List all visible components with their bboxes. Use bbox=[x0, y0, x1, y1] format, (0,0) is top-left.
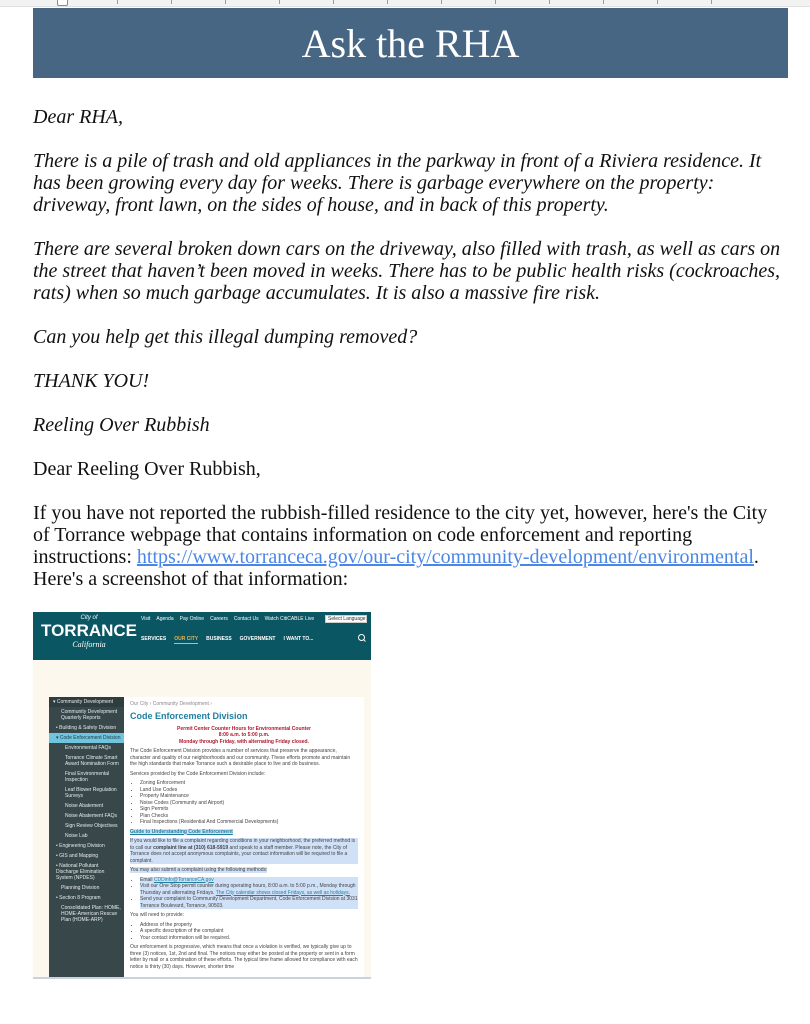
letter-greeting: Dear RHA, bbox=[33, 106, 123, 128]
sidebar-item: Noise Lab bbox=[65, 833, 88, 839]
main-nav bbox=[141, 636, 351, 644]
torrance-logo bbox=[41, 615, 137, 650]
reply-text: If you have not reported the rubbish-filled residence to the city yet, however, here's the City of Torrance webpage that contains information on code enforcement and reporting instructions: bbox=[33, 502, 768, 568]
site-content bbox=[124, 697, 364, 977]
letter-paragraph: There is a pile of trash and old appliances in the parkway in front of a Riviera residence. It has been growing every day for weeks. There is garbage everywhere on the property: driveway, front lawn, on the sides of house, and in back of this property. bbox=[33, 150, 762, 216]
ruler-tick bbox=[387, 0, 388, 4]
util-link: Watch CitiCABLE Live bbox=[264, 616, 315, 622]
services-list bbox=[130, 780, 358, 826]
document-ruler[interactable] bbox=[0, 0, 810, 7]
service-item: • Plan Checks bbox=[140, 813, 358, 820]
ruler-tick bbox=[657, 0, 658, 4]
service-item: • Final Inspections (Residential And Commercial Developments) bbox=[140, 819, 358, 826]
provide-item: • A specific description of the complaint bbox=[140, 928, 358, 935]
ruler-tick bbox=[117, 0, 118, 4]
sidebar-item-active: ▾ Code Enforcement Division bbox=[49, 733, 124, 743]
method-item: • Send your complaint to Community Development Department, Code Enforcement Division at 3031 Torrance Boulevard, Torrance, 90503. bbox=[140, 896, 358, 909]
utility-nav bbox=[141, 616, 321, 622]
hours-notice: 8:00 a.m. to 5:00 p.m. bbox=[218, 732, 270, 738]
ruler-tick bbox=[603, 0, 604, 4]
ruler-tick bbox=[549, 0, 550, 4]
ruler-tick bbox=[495, 0, 496, 4]
guide-link: Guide to Understanding Code Enforcement bbox=[130, 828, 233, 835]
method-item: • Email CDDinfo@TorranceCA.gov bbox=[140, 877, 358, 884]
email-link: CDDinfo@TorranceCA.gov bbox=[153, 876, 214, 883]
site-sidebar bbox=[49, 697, 124, 977]
nav-our-city: OUR CITY bbox=[174, 636, 199, 642]
service-item: • Noise Codes (Community and Airport) bbox=[140, 800, 358, 807]
methods-list bbox=[130, 877, 358, 910]
calendar-link: The City calendar shows closed Fridays, as well as holidays. bbox=[215, 889, 351, 896]
methods-intro: You may also submit a complaint using the following methods: bbox=[130, 867, 268, 873]
site-breadcrumb: Our City › Community Development › bbox=[130, 701, 212, 707]
sidebar-item: • National Pollutant Discharge Elimination System (NPDES) bbox=[56, 863, 105, 881]
letter-thanks: THANK YOU! bbox=[33, 370, 150, 392]
site-heading: Code Enforcement Division bbox=[130, 710, 248, 721]
service-item: • Land Use Codes bbox=[140, 787, 358, 794]
service-item: • Sign Permits bbox=[140, 806, 358, 813]
site-body bbox=[49, 697, 364, 977]
page-title: Ask the RHA bbox=[301, 20, 520, 66]
indent-marker[interactable] bbox=[57, 0, 68, 6]
document-body[interactable] bbox=[33, 106, 785, 590]
sidebar-item: • Section 8 Program bbox=[56, 895, 101, 901]
util-link: Pay Online bbox=[179, 616, 205, 622]
sidebar-item: Noise Abatement bbox=[65, 803, 104, 809]
letter-paragraph: There are several broken down cars on the driveway, also filled with trash, as well as cars on the street that haven’t been moved in weeks. There has to be public health risks (cockroaches, rats) when so much garbage accumulates. It is also a massive fire risk. bbox=[33, 238, 781, 304]
sidebar-item: • Building & Safety Division bbox=[56, 725, 117, 731]
util-link: Visit bbox=[141, 616, 151, 622]
ruler-tick bbox=[441, 0, 442, 4]
ruler-tick bbox=[333, 0, 334, 4]
ruler-tick bbox=[711, 0, 712, 4]
ruler-tick bbox=[225, 0, 226, 4]
sidebar-item: Noise Abatement FAQs bbox=[65, 813, 117, 819]
reply-paragraph bbox=[33, 502, 785, 590]
sidebar-item: Sign Review Objectives bbox=[65, 823, 118, 829]
logo-name: TORRANCE bbox=[41, 621, 138, 640]
nav-government: GOVERNMENT bbox=[239, 636, 276, 642]
nav-services: SERVICES bbox=[141, 636, 167, 642]
sidebar-item: Leaf Blower Regulation Surveys bbox=[65, 787, 117, 799]
method-item: • Visit our One Stop permit counter during operating hours, 8:00 a.m. to 5:00 p.m., Monday through Thursday and alternating Fridays. The City calendar shows closed Fridays, as well as holidays. bbox=[140, 883, 358, 896]
sidebar-item: • Engineering Division bbox=[56, 843, 105, 849]
intro-text: The Code Enforcement Division provides a number of services that preserve the appearance, character and quality of our neighborhoods and our community. These efforts promote and maintain the high standards that make Torrance such a desirable place to live and do business. bbox=[130, 748, 351, 767]
sidebar-item: ▾ Community Development bbox=[49, 697, 124, 707]
site-header bbox=[33, 612, 371, 660]
complaint-text: If you would like to file a complaint regarding conditions in your neighborhood, the preferred method is to call our complaint line at (310) 618-5919 and speak to a staff member. Please note, the City of Torrance does not accept anonymous complaints, your contact information will be required to file a complaint. bbox=[130, 838, 358, 864]
sidebar-item: Planning Division bbox=[61, 885, 100, 891]
torrance-link[interactable]: https://www.torranceca.gov/our-city/community-development/environmental bbox=[136, 546, 754, 568]
provide-list bbox=[130, 922, 358, 942]
sidebar-item: • GIS and Mapping bbox=[56, 853, 99, 859]
site-banner-space bbox=[33, 660, 371, 697]
service-item: • Zoning Enforcement bbox=[140, 780, 358, 787]
nav-business: BUSINESS bbox=[206, 636, 232, 642]
letter-question: Can you help get this illegal dumping removed? bbox=[33, 326, 418, 348]
util-link: Careers bbox=[210, 616, 228, 622]
title-banner bbox=[33, 8, 788, 78]
service-item: • Property Maintenance bbox=[140, 793, 358, 800]
complaint-phone: complaint line at (310) 618-5919 bbox=[153, 844, 229, 851]
hours-notice: Permit Center Counter Hours for Environmental Counter bbox=[177, 725, 311, 732]
sidebar-item: Torrance Climate Smart Award Nomination Form bbox=[65, 755, 119, 767]
ruler-tick bbox=[279, 0, 280, 4]
ruler-tick bbox=[171, 0, 172, 4]
torrance-website-screenshot bbox=[33, 612, 371, 979]
logo-city-of: City of bbox=[80, 615, 98, 621]
provide-item: • Address of the property bbox=[140, 922, 358, 929]
sidebar-item: Consolidated Plan: HOME, HOME-American Rescue Plan (HOME-ARP) bbox=[61, 905, 121, 923]
sidebar-item: Environmental FAQs bbox=[65, 745, 111, 751]
util-link: Contact Us bbox=[233, 616, 259, 622]
nav-i-want-to: I WANT TO... bbox=[283, 636, 314, 642]
language-select: Select Language bbox=[325, 615, 367, 623]
logo-state: California bbox=[72, 640, 106, 649]
hours-notice: Monday through Friday, with alternating Friday closed. bbox=[179, 738, 309, 745]
sidebar-item: Final Environmental Inspection bbox=[65, 771, 110, 783]
util-link: Agenda bbox=[156, 616, 174, 622]
provide-item: • Your contact information will be required. bbox=[140, 935, 358, 942]
enforcement-text: Our enforcement is progressive, which means that once a violation is verified, we typically give up to three (3) notices, 1st, 2nd and final. The notices may either be posted at the property or sent in a form letter by mail or a combination of these efforts. The typical time frame allowed for compliance with each notice is thirty (30) days. However, shorter time bbox=[130, 944, 358, 970]
services-intro: Services provided by the Code Enforcement Division include: bbox=[130, 770, 266, 777]
provide-intro: You will need to provide: bbox=[130, 912, 185, 918]
search-icon bbox=[358, 634, 365, 641]
reply-greeting: Dear Reeling Over Rubbish, bbox=[33, 458, 261, 480]
reply-text: . Here's a screenshot of that information: bbox=[33, 546, 759, 590]
sidebar-item: Community Development Quarterly Reports bbox=[61, 709, 118, 721]
letter-signature: Reeling Over Rubbish bbox=[33, 414, 210, 436]
